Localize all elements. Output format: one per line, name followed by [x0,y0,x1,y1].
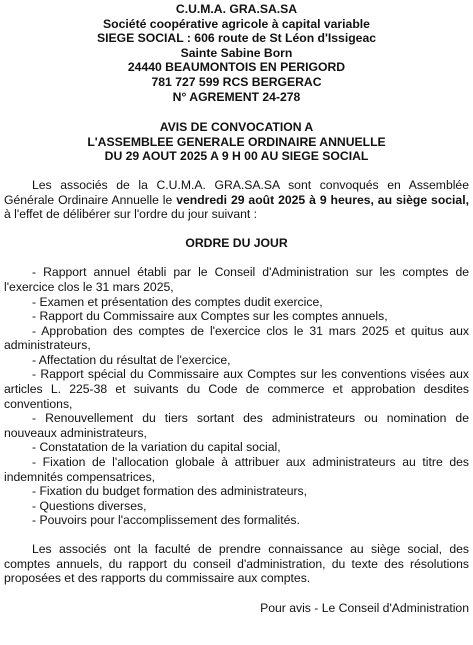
agenda-item: - Rapport du Commissaire aux Comptes sur les comptes annuels, [32,309,388,324]
closing-paragraph: Les associés ont la faculté de prendre connaissance au siège social, des comptes annuels, du rapport du conseil d'administration, du texte des résolutions proposées et des rapports du commissaire aux comptes. [4,542,469,586]
agenda-title: ORDRE DU JOUR [185,235,288,250]
intro-text-after: à l'effet de délibérer sur l'ordre du jour suivant : [4,207,258,222]
agenda-item: - Fixation du budget formation des administrateurs, [32,484,308,499]
notice-title-line-3: DU 29 AOUT 2025 A 9 H 00 AU SIEGE SOCIAL [104,149,369,164]
notice-title-line-2: L'ASSEMBLEE GENERALE ORDINAIRE ANNUELLE [87,134,386,149]
agenda-item: - Questions diverses, [32,498,147,513]
agenda-item: - Examen et présentation des comptes dudit exercice, [32,294,323,309]
intro-text-before: Les associés de la C.U.M.A. GRA.SA.SA sont convoqués en Assemblée Générale Ordinaire Annuelle le [4,177,469,207]
agenda-item: - Affectation du résultat de l'exercice, [32,352,231,367]
agenda-list [4,265,469,528]
agenda-item: - Fixation de l'allocation globale à attribuer aux administrateurs au titre des indemnités compensatrices, [4,455,469,484]
rcs-number: 781 727 599 RCS BERGERAC [151,74,322,89]
company-legal-form: Société coopérative agricole à capital variable [103,16,370,31]
agenda-item: - Pouvoirs pour l'accomplissement des formalités. [32,513,300,528]
head-office-locality: Sainte Sabine Born [180,45,293,60]
notice-title-line-1: AVIS DE CONVOCATION A [159,120,314,135]
agenda-item: - Approbation des comptes de l'exercice clos le 31 mars 2025 et quitus aux administrateurs, [4,323,469,353]
agenda-item: - Renouvellement du tiers sortant des administrateurs ou nomination de nouveaux administrateurs, [4,411,469,440]
agenda-item: - Rapport annuel établi par le Conseil d'Administration sur les comptes de l'exercice clos le 31 mars 2025, [4,265,469,294]
approval-number: N° AGREMENT 24-278 [172,89,301,104]
agenda-item: - Rapport spécial du Commissaire aux Comptes sur les conventions visées aux articles L. 225-38 et suivants du Code de commerce et approbation desdites conventions, [4,367,469,411]
notice-title [4,120,469,164]
intro-paragraph [4,178,469,222]
company-name: C.U.M.A. GRA.SA.SA [175,2,298,16]
agenda-item: - Constatation de la variation du capital social, [32,440,281,455]
head-office-postcode-town: 24440 BEAUMONTOIS EN PERIGORD [127,60,346,75]
meeting-date-emphasis: vendredi 29 août 2025 à 9 heures, au siège social, [176,192,469,207]
signature-line: Pour avis - Le Conseil d'Administration [260,600,469,615]
company-header [4,0,469,104]
head-office-address: SIEGE SOCIAL : 606 route de St Léon d'Issigeac [97,31,376,46]
